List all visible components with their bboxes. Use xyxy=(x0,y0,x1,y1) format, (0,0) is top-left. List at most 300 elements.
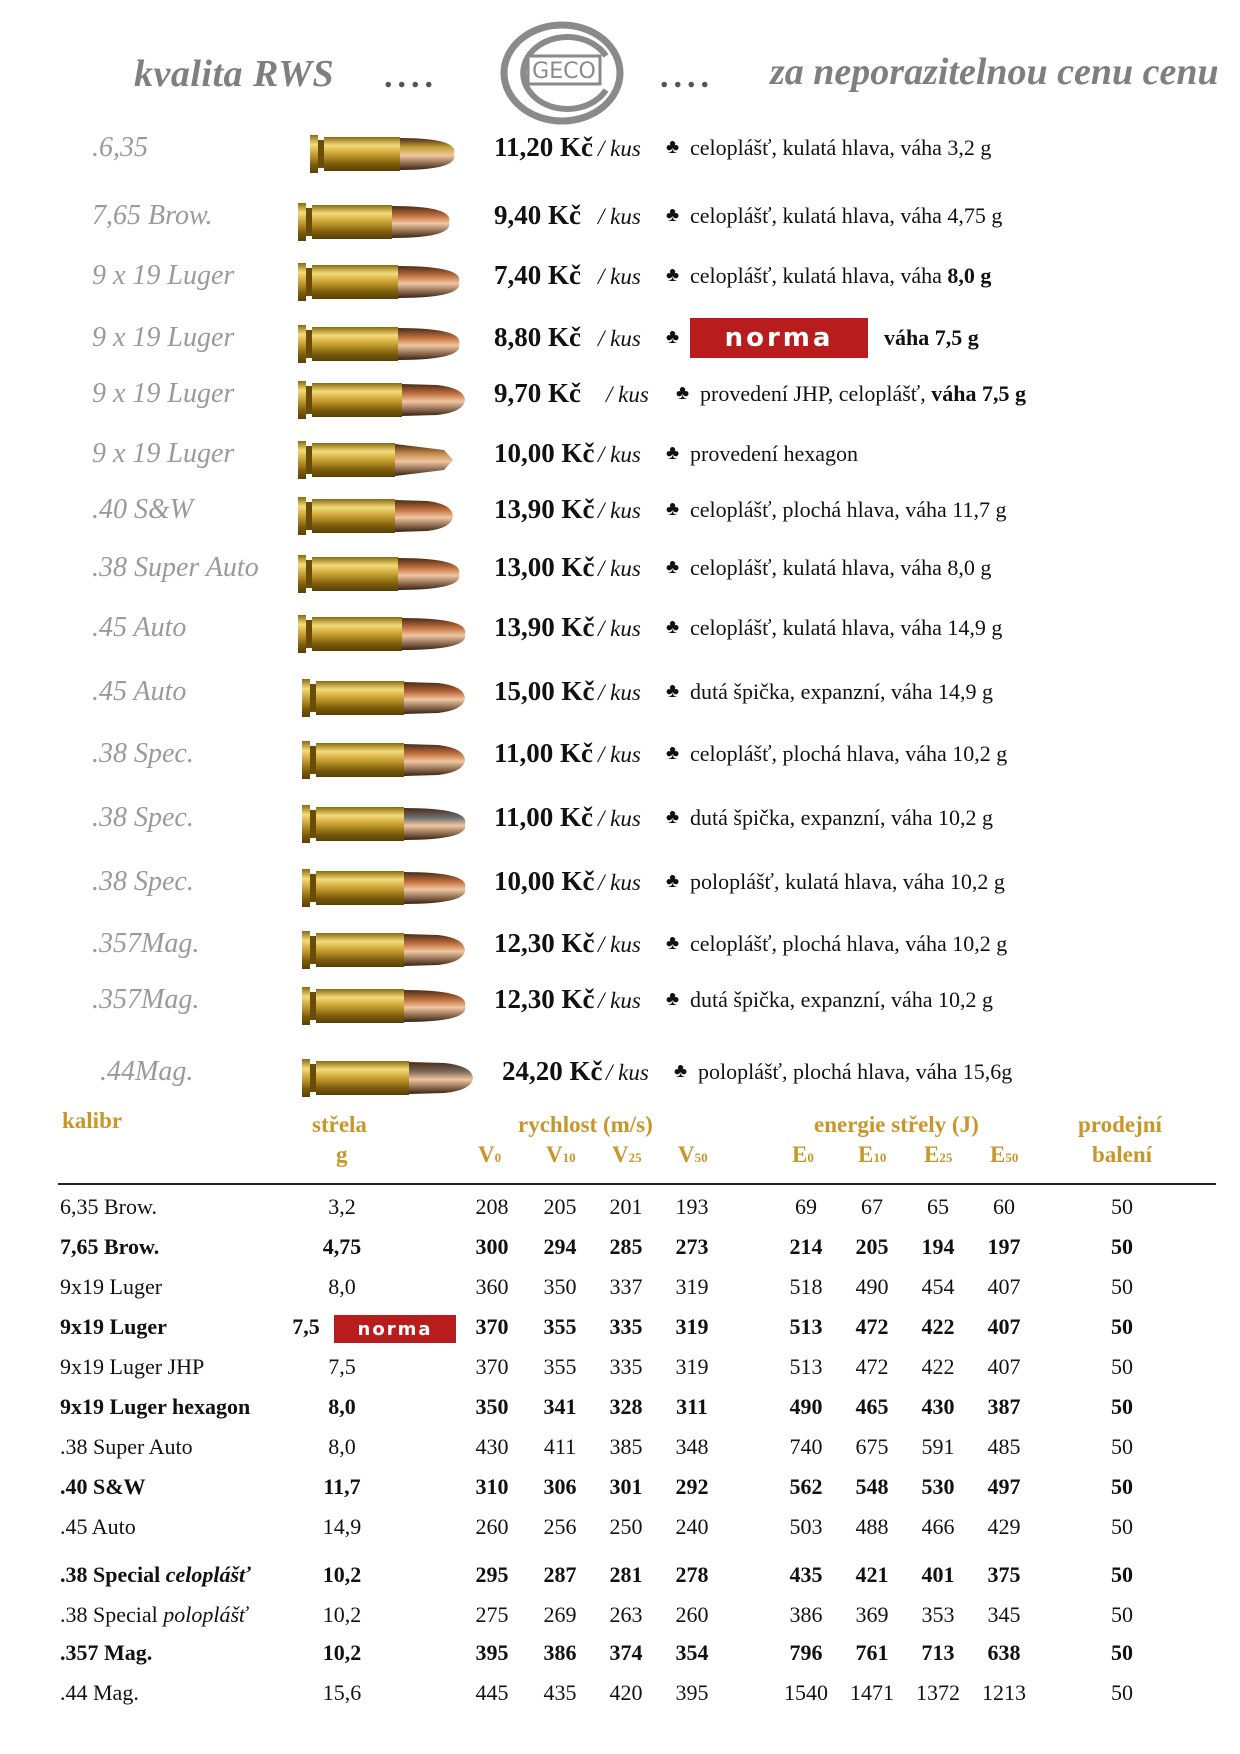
ammo-description xyxy=(690,497,1006,523)
row-energy: 422 xyxy=(921,1314,955,1339)
row-energy: 369 xyxy=(855,1602,889,1627)
table-row xyxy=(0,1640,1240,1680)
row-energy: 214 xyxy=(789,1234,823,1259)
row-velocity: 435 xyxy=(543,1680,577,1705)
row-weight: 7,5 xyxy=(328,1354,356,1379)
unit-label: / kus xyxy=(598,442,641,467)
ammo-row xyxy=(0,548,1240,600)
table-row xyxy=(0,1194,1240,1234)
row-caliber xyxy=(60,1234,159,1260)
row-pack: 50 xyxy=(1111,1274,1133,1299)
header-right-text: za neporazitelnou cenu cenu xyxy=(770,51,1219,93)
unit-label: / kus xyxy=(598,616,641,641)
row-pack: 50 xyxy=(1111,1602,1133,1627)
ammo-row xyxy=(0,256,1240,308)
ammo-description xyxy=(690,805,993,831)
row-energy: 503 xyxy=(789,1514,823,1539)
cartridge-image xyxy=(302,676,466,720)
ammo-caliber: .45 Auto xyxy=(92,612,187,643)
row-pack: 50 xyxy=(1111,1514,1133,1539)
ammo-caliber: .38 Spec. xyxy=(92,802,194,833)
col-header-subscript: 50 xyxy=(1005,1150,1019,1165)
row-velocity: 301 xyxy=(609,1474,643,1499)
row-velocity: 370 xyxy=(475,1354,509,1379)
header-dots-left: .... xyxy=(384,58,438,95)
ammo-description xyxy=(698,1059,1012,1085)
ammo-caliber: .38 Super Auto xyxy=(92,552,259,583)
row-weight: 4,75 xyxy=(322,1234,362,1259)
row-caliber-text: 9x19 Luger xyxy=(60,1274,163,1299)
description-text: dutá špička, expanzní, váha 10,2 g xyxy=(690,987,994,1012)
ammo-description xyxy=(690,441,858,467)
cartridge-image xyxy=(298,438,454,482)
row-pack: 50 xyxy=(1111,1434,1133,1459)
row-pack: 50 xyxy=(1111,1194,1133,1219)
row-velocity: 370 xyxy=(475,1314,509,1339)
col-header-kalibr: kalibr xyxy=(62,1108,123,1133)
col-header-symbol: E xyxy=(858,1142,874,1167)
col-header-symbol: V xyxy=(546,1142,563,1167)
club-icon: ♣ xyxy=(666,556,680,578)
ammo-price: 12,30 Kč xyxy=(494,984,595,1014)
col-header-symbol: V xyxy=(678,1142,695,1167)
ammo-price: 7,40 Kč xyxy=(494,260,581,290)
row-velocity: 205 xyxy=(543,1194,577,1219)
row-velocity: 193 xyxy=(675,1194,709,1219)
ammo-price: 12,30 Kč xyxy=(494,928,595,958)
row-velocity: 360 xyxy=(475,1274,509,1299)
unit-label: / kus xyxy=(598,742,641,767)
row-caliber-text: 6,35 Brow. xyxy=(60,1194,157,1219)
row-energy: 1213 xyxy=(982,1680,1026,1705)
unit-label: / kus xyxy=(598,988,641,1013)
club-icon: ♣ xyxy=(666,932,680,954)
row-pack: 50 xyxy=(1111,1234,1133,1259)
description-text: dutá špička, expanzní, váha 10,2 g xyxy=(690,805,994,830)
ammo-caliber: 7,65 Brow. xyxy=(92,200,213,231)
description-weight: váha 7,5 g xyxy=(931,381,1026,406)
col-header-energy xyxy=(792,1142,814,1168)
row-energy: 740 xyxy=(789,1434,823,1459)
row-caliber xyxy=(60,1602,247,1628)
ammo-caliber: .40 S&W xyxy=(92,494,194,525)
row-velocity: 355 xyxy=(543,1354,577,1379)
row-energy: 386 xyxy=(789,1602,823,1627)
ammo-row xyxy=(0,924,1240,976)
table-row xyxy=(0,1394,1240,1434)
club-icon: ♣ xyxy=(666,264,680,286)
row-velocity: 420 xyxy=(609,1680,643,1705)
row-velocity: 310 xyxy=(475,1474,509,1499)
table-row xyxy=(0,1434,1240,1474)
row-velocity: 294 xyxy=(543,1234,577,1259)
row-energy: 407 xyxy=(987,1354,1021,1379)
description-weight: 8,0 g xyxy=(947,263,992,288)
row-velocity: 311 xyxy=(676,1394,708,1419)
row-caliber xyxy=(60,1314,167,1340)
row-energy: 421 xyxy=(855,1562,889,1587)
unit-label: / kus xyxy=(598,680,641,705)
description-weight: váha 7,5 g xyxy=(884,325,979,350)
row-velocity: 328 xyxy=(609,1394,643,1419)
club-icon: ♣ xyxy=(666,442,680,464)
row-caliber xyxy=(60,1434,193,1460)
row-velocity: 281 xyxy=(609,1562,643,1587)
ammo-price: 10,00 Kč xyxy=(494,866,595,896)
col-header-strela: střela xyxy=(312,1112,367,1137)
row-velocity: 287 xyxy=(543,1562,577,1587)
table-row xyxy=(0,1514,1240,1554)
row-caliber xyxy=(60,1274,162,1300)
ammo-description xyxy=(690,679,993,705)
row-energy: 465 xyxy=(855,1394,889,1419)
ammo-row xyxy=(0,862,1240,914)
row-velocity: 445 xyxy=(475,1680,509,1705)
ammo-row xyxy=(0,672,1240,724)
ammo-description xyxy=(690,869,1005,895)
ammo-description xyxy=(690,555,991,581)
row-pack: 50 xyxy=(1111,1314,1133,1339)
ammo-description xyxy=(690,931,1007,957)
col-header-strela-unit: g xyxy=(336,1142,348,1167)
unit-label: / kus xyxy=(598,806,641,831)
row-energy: 497 xyxy=(987,1474,1021,1499)
ammo-row xyxy=(0,1052,1240,1104)
row-energy: 422 xyxy=(921,1354,955,1379)
row-energy: 375 xyxy=(987,1562,1021,1587)
row-weight: 7,5 xyxy=(292,1314,320,1339)
row-velocity: 385 xyxy=(609,1434,643,1459)
col-header-baleni: balení xyxy=(1092,1142,1153,1167)
ammo-row xyxy=(0,196,1240,248)
table-row xyxy=(0,1474,1240,1514)
row-velocity: 430 xyxy=(475,1434,509,1459)
description-text: celoplášť, kulatá hlava, váha 8,0 g xyxy=(690,555,992,580)
table-row xyxy=(0,1234,1240,1274)
row-caliber xyxy=(60,1194,157,1220)
ammo-description xyxy=(690,741,1007,767)
ammo-price: 15,00 Kč xyxy=(494,676,595,706)
row-energy: 60 xyxy=(993,1194,1015,1219)
geco-logo xyxy=(498,20,626,126)
row-velocity: 250 xyxy=(609,1514,643,1539)
row-pack: 50 xyxy=(1111,1474,1133,1499)
club-icon: ♣ xyxy=(666,988,680,1010)
table-row xyxy=(0,1680,1240,1720)
col-header-velocity xyxy=(612,1142,642,1168)
description-text: celoplášť, plochá hlava, váha 11,7 g xyxy=(690,497,1007,522)
row-energy: 490 xyxy=(855,1274,889,1299)
row-weight: 3,2 xyxy=(328,1194,356,1219)
row-velocity: 386 xyxy=(543,1640,577,1665)
row-velocity: 292 xyxy=(675,1474,709,1499)
ammo-caliber: 9 x 19 Luger xyxy=(92,378,235,409)
unit-label: / kus xyxy=(598,498,641,523)
row-energy: 1540 xyxy=(784,1680,828,1705)
ammo-price: 13,90 Kč xyxy=(494,494,595,524)
ammo-row xyxy=(0,608,1240,660)
row-caliber-text: .44 Mag. xyxy=(60,1680,139,1705)
unit-label: / kus xyxy=(598,556,641,581)
ammo-caliber: 9 x 19 Luger xyxy=(92,322,235,353)
row-caliber xyxy=(60,1562,251,1588)
row-velocity: 300 xyxy=(475,1234,509,1259)
row-velocity: 319 xyxy=(675,1274,709,1299)
col-header-energie: energie střely (J) xyxy=(814,1112,979,1137)
row-caliber xyxy=(60,1354,204,1380)
ammo-row xyxy=(0,734,1240,786)
description-text: provedení JHP, celoplášť, xyxy=(700,381,926,406)
row-energy: 796 xyxy=(789,1640,823,1665)
col-header-subscript: 25 xyxy=(939,1150,953,1165)
row-velocity: 355 xyxy=(543,1314,577,1339)
row-energy: 513 xyxy=(789,1354,823,1379)
row-velocity: 350 xyxy=(475,1394,509,1419)
ammo-caliber: 9 x 19 Luger xyxy=(92,260,235,291)
ammo-price: 13,90 Kč xyxy=(494,612,595,642)
cartridge-image xyxy=(302,866,466,910)
row-caliber-text: .38 Super Auto xyxy=(60,1434,193,1459)
row-energy: 485 xyxy=(987,1434,1021,1459)
col-header-energy xyxy=(924,1142,952,1168)
description-text: celoplášť, kulatá hlava, váha 14,9 g xyxy=(690,615,1003,640)
col-header-velocity xyxy=(478,1142,501,1168)
description-text: dutá špička, expanzní, váha 14,9 g xyxy=(690,679,994,704)
row-energy: 387 xyxy=(987,1394,1021,1419)
row-velocity: 319 xyxy=(675,1314,709,1339)
ammo-description xyxy=(700,381,1026,407)
row-velocity: 285 xyxy=(609,1234,643,1259)
table-rule xyxy=(58,1183,1216,1185)
row-velocity: 348 xyxy=(675,1434,709,1459)
row-caliber-text: 9x19 Luger JHP xyxy=(60,1354,205,1379)
ammo-price: 10,00 Kč xyxy=(494,438,595,468)
ammo-row xyxy=(0,434,1240,486)
ammo-caliber: .357Mag. xyxy=(92,984,200,1015)
row-energy: 513 xyxy=(789,1314,823,1339)
row-velocity: 263 xyxy=(609,1602,643,1627)
row-energy: 638 xyxy=(987,1640,1021,1665)
row-caliber-variant: celoplášť xyxy=(165,1562,251,1587)
unit-label: / kus xyxy=(598,326,641,351)
cartridge-image xyxy=(302,1056,474,1100)
row-velocity: 337 xyxy=(609,1274,643,1299)
col-header-subscript: 50 xyxy=(694,1150,708,1165)
description-text: celoplášť, plochá hlava, váha 10,2 g xyxy=(690,931,1008,956)
row-caliber xyxy=(60,1640,152,1666)
cartridge-image xyxy=(310,132,455,176)
row-weight: 10,2 xyxy=(322,1640,362,1665)
row-velocity: 275 xyxy=(475,1602,509,1627)
table-row xyxy=(0,1602,1240,1642)
description-text: celoplášť, plochá hlava, váha 10,2 g xyxy=(690,741,1008,766)
ammo-description xyxy=(690,615,1002,641)
row-caliber-text: .38 Special xyxy=(60,1562,161,1587)
description-text: poloplášť, plochá hlava, váha 15,6g xyxy=(698,1059,1013,1084)
row-caliber-text: 9x19 Luger xyxy=(60,1314,167,1339)
row-caliber-text: 7,65 Brow. xyxy=(60,1234,160,1259)
col-header-rychlost: rychlost (m/s) xyxy=(518,1112,653,1137)
row-velocity: 350 xyxy=(543,1274,577,1299)
row-energy: 69 xyxy=(795,1194,817,1219)
table-row xyxy=(0,1562,1240,1602)
row-energy: 65 xyxy=(927,1194,949,1219)
row-pack: 50 xyxy=(1111,1680,1133,1705)
club-icon: ♣ xyxy=(666,870,680,892)
cartridge-image xyxy=(302,984,466,1028)
norma-logo xyxy=(334,1315,456,1343)
header-dots-right: .... xyxy=(660,58,714,95)
row-weight: 14,9 xyxy=(322,1514,362,1539)
row-velocity: 269 xyxy=(543,1602,577,1627)
row-velocity: 260 xyxy=(675,1602,709,1627)
row-weight: 10,2 xyxy=(322,1562,362,1587)
ammo-caliber: .6,35 xyxy=(92,132,148,163)
row-energy: 429 xyxy=(987,1514,1021,1539)
row-energy: 353 xyxy=(921,1602,955,1627)
row-pack: 50 xyxy=(1111,1562,1133,1587)
table-row xyxy=(0,1314,1240,1354)
ammo-caliber: .357Mag. xyxy=(92,928,200,959)
row-pack: 50 xyxy=(1111,1394,1133,1419)
cartridge-image xyxy=(298,378,466,422)
col-header-subscript: 25 xyxy=(628,1150,642,1165)
club-icon: ♣ xyxy=(666,680,680,702)
cartridge-image xyxy=(298,260,460,304)
norma-logo-text: norma xyxy=(724,323,834,353)
unit-label: / kus xyxy=(598,136,641,161)
col-header-symbol: V xyxy=(478,1142,495,1167)
row-caliber xyxy=(60,1394,250,1420)
row-velocity: 240 xyxy=(675,1514,709,1539)
col-header-subscript: 0 xyxy=(807,1150,814,1165)
row-energy: 490 xyxy=(789,1394,823,1419)
unit-label: / kus xyxy=(598,204,641,229)
unit-label: / kus xyxy=(598,264,641,289)
ammo-row xyxy=(0,798,1240,850)
row-caliber-variant: poloplášť xyxy=(163,1602,248,1627)
row-caliber-text: .38 Special xyxy=(60,1602,158,1627)
col-header-velocity xyxy=(678,1142,708,1168)
ammo-caliber: .38 Spec. xyxy=(92,738,194,769)
club-icon: ♣ xyxy=(666,136,680,158)
col-header-symbol: V xyxy=(612,1142,629,1167)
club-icon: ♣ xyxy=(666,498,680,520)
club-icon: ♣ xyxy=(666,806,680,828)
row-energy: 466 xyxy=(921,1514,955,1539)
cartridge-image xyxy=(298,200,450,244)
row-energy: 1471 xyxy=(850,1680,894,1705)
row-energy: 407 xyxy=(987,1314,1021,1339)
description-text: celoplášť, kulatá hlava, váha 4,75 g xyxy=(690,203,1003,228)
row-weight: 10,2 xyxy=(322,1602,362,1627)
col-header-velocity xyxy=(546,1142,576,1168)
club-icon: ♣ xyxy=(666,616,680,638)
col-header-symbol: E xyxy=(924,1142,940,1167)
row-velocity: 395 xyxy=(475,1640,509,1665)
row-velocity: 208 xyxy=(475,1194,509,1219)
unit-label: / kus xyxy=(598,932,641,957)
row-energy: 205 xyxy=(855,1234,889,1259)
ammo-caliber: .44Mag. xyxy=(100,1056,194,1087)
club-icon: ♣ xyxy=(674,1060,688,1082)
cartridge-image xyxy=(298,494,454,538)
row-velocity: 335 xyxy=(609,1314,643,1339)
ammo-row xyxy=(0,374,1240,426)
row-velocity: 306 xyxy=(543,1474,577,1499)
row-velocity: 341 xyxy=(543,1394,577,1419)
description-text: celoplášť, kulatá hlava, váha xyxy=(690,263,942,288)
ammo-description xyxy=(884,325,979,351)
row-velocity: 260 xyxy=(475,1514,509,1539)
row-velocity: 335 xyxy=(609,1354,643,1379)
row-energy: 488 xyxy=(855,1514,889,1539)
row-energy: 472 xyxy=(855,1354,889,1379)
row-caliber-text: 9x19 Luger hexagon xyxy=(60,1394,251,1419)
ammo-price: 24,20 Kč xyxy=(502,1056,603,1086)
row-energy: 675 xyxy=(855,1434,889,1459)
row-energy: 435 xyxy=(789,1562,823,1587)
ammo-row xyxy=(0,318,1240,370)
logo-text: GECO xyxy=(532,59,596,84)
cartridge-image xyxy=(302,738,466,782)
row-pack: 50 xyxy=(1111,1640,1133,1665)
col-header-subscript: 10 xyxy=(873,1150,887,1165)
club-icon: ♣ xyxy=(666,204,680,226)
row-energy: 562 xyxy=(789,1474,823,1499)
row-energy: 548 xyxy=(855,1474,889,1499)
row-energy: 194 xyxy=(921,1234,955,1259)
col-header-symbol: E xyxy=(990,1142,1006,1167)
row-velocity: 256 xyxy=(543,1514,577,1539)
ammo-row xyxy=(0,490,1240,542)
ammo-price: 11,00 Kč xyxy=(494,738,593,768)
row-velocity: 411 xyxy=(543,1434,577,1459)
cartridge-image xyxy=(302,802,466,846)
unit-label: / kus xyxy=(598,870,641,895)
header-left-text: kvalita RWS xyxy=(134,53,335,95)
row-energy: 454 xyxy=(921,1274,955,1299)
ammo-price: 13,00 Kč xyxy=(494,552,595,582)
row-caliber xyxy=(60,1514,136,1540)
row-energy: 197 xyxy=(987,1234,1021,1259)
row-energy: 401 xyxy=(921,1562,955,1587)
row-weight: 11,7 xyxy=(323,1474,361,1499)
cartridge-image xyxy=(298,552,460,596)
row-velocity: 354 xyxy=(675,1640,709,1665)
row-weight: 8,0 xyxy=(328,1394,356,1419)
ammo-description xyxy=(690,263,991,289)
row-energy: 1372 xyxy=(916,1680,960,1705)
cartridge-image xyxy=(302,928,466,972)
row-velocity: 201 xyxy=(609,1194,643,1219)
ammo-price: 11,00 Kč xyxy=(494,802,593,832)
row-energy: 591 xyxy=(921,1434,955,1459)
row-caliber xyxy=(60,1680,139,1706)
norma-logo-text: norma xyxy=(357,1318,433,1340)
row-velocity: 278 xyxy=(675,1562,709,1587)
table-row xyxy=(0,1274,1240,1314)
row-caliber-text: .45 Auto xyxy=(60,1514,136,1539)
row-velocity: 395 xyxy=(675,1680,709,1705)
row-velocity: 319 xyxy=(675,1354,709,1379)
row-energy: 761 xyxy=(855,1640,889,1665)
col-header-subscript: 0 xyxy=(494,1150,502,1165)
row-energy: 67 xyxy=(861,1194,883,1219)
row-energy: 530 xyxy=(921,1474,955,1499)
unit-label: / kus xyxy=(606,1060,649,1085)
ammo-price: 9,40 Kč xyxy=(494,200,581,230)
